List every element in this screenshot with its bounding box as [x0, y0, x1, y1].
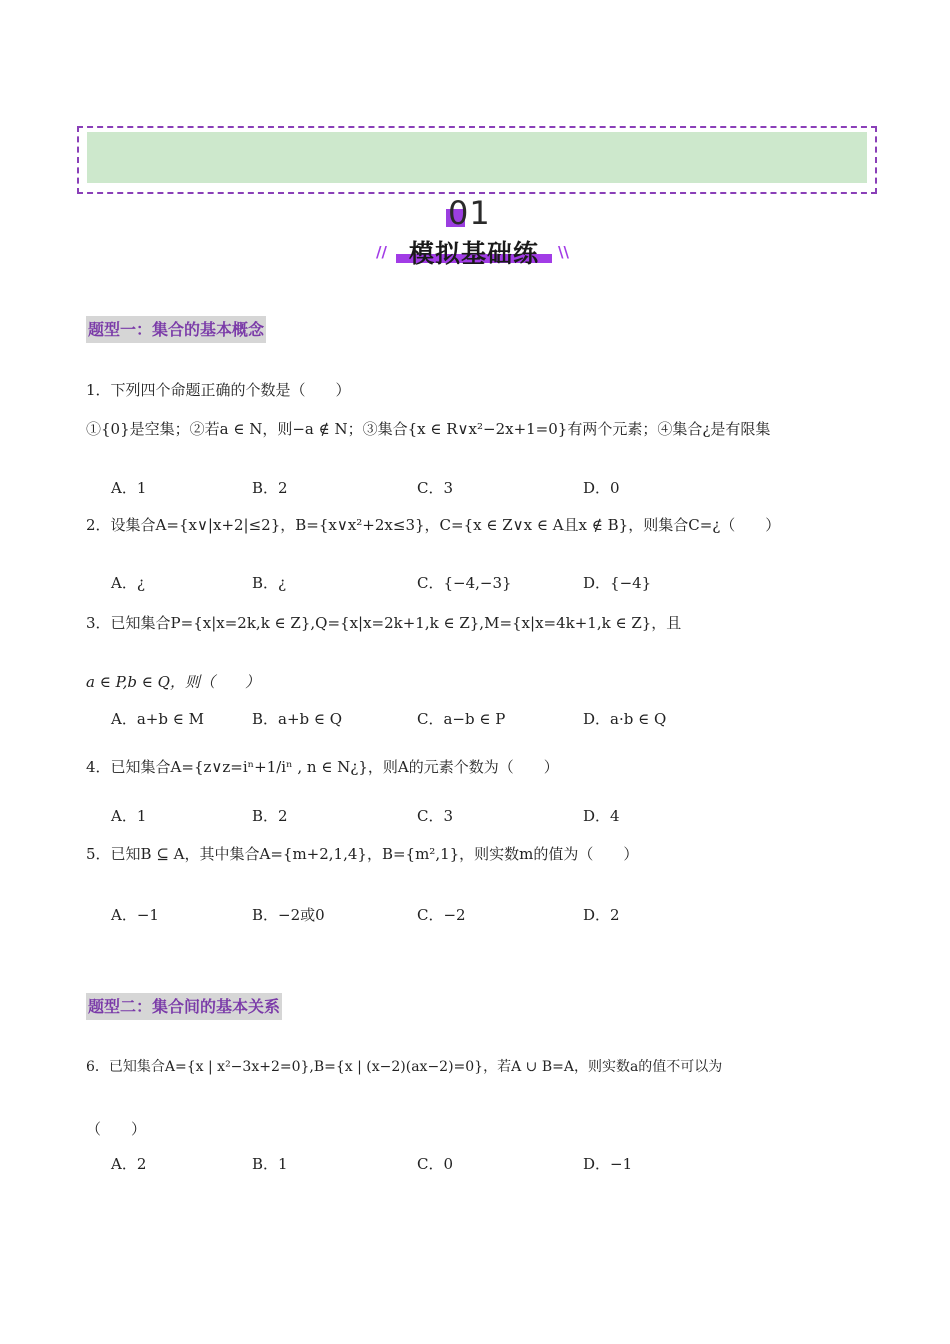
question-5-option-a: A．−1: [111, 906, 159, 924]
question-1-option-a: A．1: [111, 479, 147, 497]
question-1-statements: ①{0}是空集；②若a ∈ N，则−a ∉ N；③集合{x ∈ R∨x²−2x+1=0}有两个元素；④集合¿是有限集: [86, 420, 771, 438]
question-6-option-d: D．−1: [583, 1155, 633, 1173]
question-5-option-d: D．2: [583, 906, 620, 924]
question-4-option-d: D．4: [583, 807, 620, 825]
question-2-option-c: C．{−4,−3}: [417, 574, 512, 592]
question-3-option-b: B．a+b ∈ Q: [252, 710, 343, 728]
question-5-option-c: C．−2: [417, 906, 466, 924]
section-number: 01: [448, 194, 491, 232]
question-3-condition: a ∈ P,b ∈ Q，则（ ）: [86, 673, 260, 691]
slash-left-decoration: //: [376, 243, 387, 261]
header-banner-fill: [87, 132, 867, 183]
question-1-option-d: D．0: [583, 479, 620, 497]
question-3-option-c: C．a−b ∈ P: [417, 710, 506, 728]
question-4-option-a: A．1: [111, 807, 147, 825]
slash-right-decoration: \\: [558, 243, 569, 261]
question-3-stem: 3．已知集合P={x|x=2k,k ∈ Z},Q={x|x=2k+1,k ∈ Z},M={x|x=4k+1,k ∈ Z}，且: [86, 614, 682, 632]
question-4-option-c: C．3: [417, 807, 454, 825]
question-6-option-a: A．2: [111, 1155, 147, 1173]
header-banner: [77, 126, 877, 194]
question-2-option-b: B．¿: [252, 574, 287, 592]
question-2-option-d: D．{−4}: [583, 574, 652, 592]
question-2-option-a: A．¿: [111, 574, 145, 592]
question-5-stem: 5．已知B ⊆ A，其中集合A={m+2,1,4}，B={m²,1}，则实数m的值为（ ）: [86, 845, 639, 863]
question-4-option-b: B．2: [252, 807, 288, 825]
question-1-option-b: B．2: [252, 479, 288, 497]
section-title: 模拟基础练: [408, 239, 539, 268]
question-6-stem-continued: （ ）: [86, 1120, 147, 1138]
question-5-option-b: B．−2或0: [252, 906, 325, 924]
type-heading-2: 题型二：集合间的基本关系: [86, 993, 282, 1020]
question-4-stem: 4．已知集合A={z∨z=iⁿ+1/iⁿ , n ∈ N¿}，则A的元素个数为（ ）: [86, 758, 559, 776]
question-1-stem: 1．下列四个命题正确的个数是（ ）: [86, 381, 351, 399]
question-1-option-c: C．3: [417, 479, 454, 497]
question-2-stem: 2．设集合A={x∨|x+2|≤2}，B={x∨x²+2x≤3}，C={x ∈ Z∨x ∈ A且x ∉ B}，则集合C=¿（ ）: [86, 516, 781, 534]
question-6-option-c: C．0: [417, 1155, 454, 1173]
type-heading-1: 题型一：集合的基本概念: [86, 316, 266, 343]
question-3-option-d: D．a·b ∈ Q: [583, 710, 667, 728]
question-6-stem: 6．已知集合A={x | x²−3x+2=0},B={x | (x−2)(ax−2)=0}，若A ∪ B=A，则实数a的值不可以为: [86, 1059, 723, 1075]
section-title-block: [376, 234, 572, 270]
question-6-option-b: B．1: [252, 1155, 288, 1173]
question-3-option-a: A．a+b ∈ M: [111, 710, 204, 728]
